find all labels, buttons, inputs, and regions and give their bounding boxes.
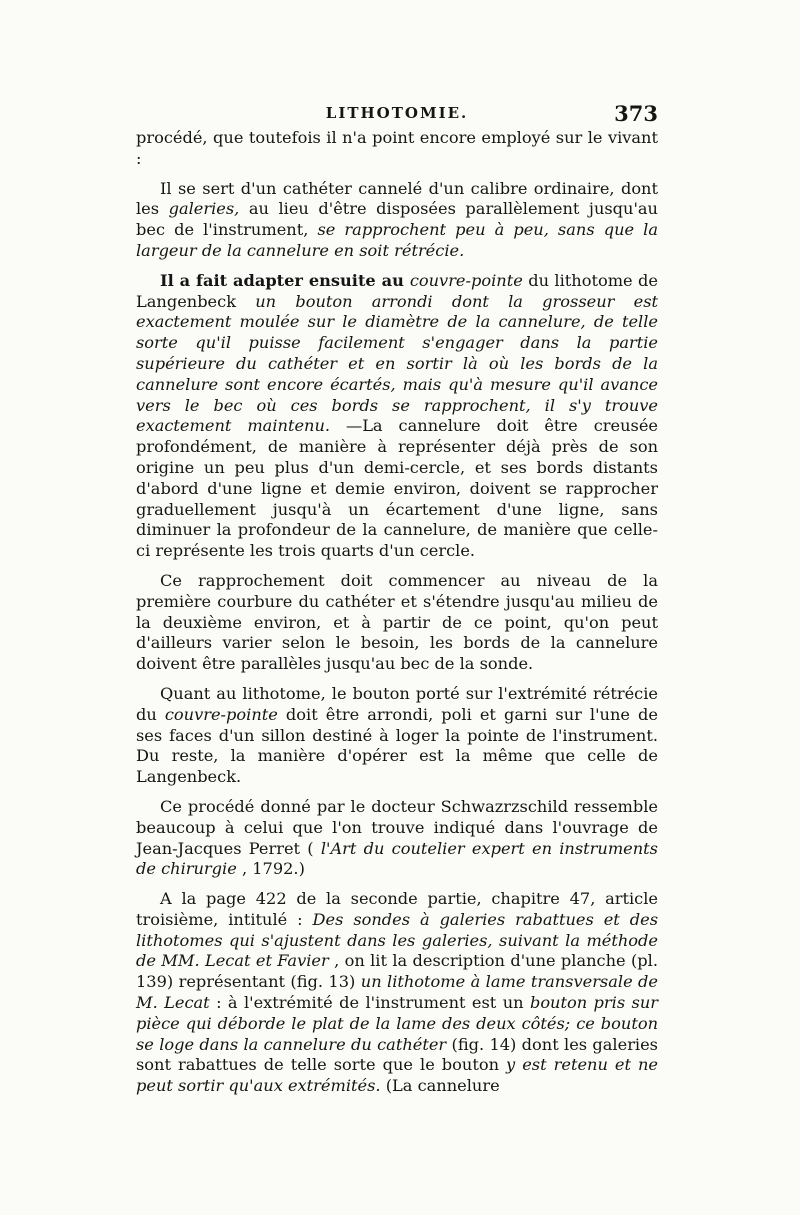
- paragraph-7-segment-5: : à l'extrémité de l'instrument est un: [216, 993, 530, 1013]
- paragraph-2-segment-4: se rapprochent peu à peu, sans que la largeur de la cannelure en soit rétrécie.: [136, 220, 659, 260]
- paragraph-2: [136, 179, 658, 262]
- paragraph-3: [136, 271, 658, 562]
- paragraph-6-segment-1: Ce procédé donné par le docteur Schwazrzschild ressemble beaucoup à celui que l'on trouve indiqué dans l'ouvrage de Jean-Jacques Perret (: [136, 796, 658, 858]
- paragraph-7-segment-7: (fig. 14) dont les galeries sont rabattues de telle sorte que le bouton: [136, 1034, 658, 1075]
- paragraph-6-segment-2: l'Art du coutelier expert en instruments de chirurgie: [136, 838, 658, 879]
- page-header: [136, 101, 658, 130]
- paragraph-7-segment-8: y est retenu et ne peut sortir qu'aux extrémités.: [136, 1055, 659, 1096]
- running-title: LITHOTOMIE.: [325, 104, 469, 122]
- paragraph-2-segment-1: Il se sert d'un cathéter cannelé d'un calibre ordinaire, dont les: [136, 178, 658, 219]
- paragraph-2-segment-3: au lieu d'être disposées parallèlement jusqu'au bec de l'instrument,: [136, 199, 658, 240]
- paragraph-7-segment-4: un lithotome à lame transversale de M. Lecat: [136, 972, 658, 1013]
- paragraph-3-segment-2: couvre-pointe: [409, 270, 523, 290]
- paragraph-7-segment-2: Des sondes à galeries rabattues et des lithotomes qui s'ajustent dans les galeries, suivant la méthode de MM. Lecat et Favier: [136, 909, 658, 971]
- paragraph-3-segment-5: —La cannelure doit être creusée profondément, de manière à représenter déjà près de son origine un peu plus d'un demi-cercle, et ses bords distants d'abord d'une ligne et demie environ, doivent se rapprocher graduellement jusqu'à un écartement d'une ligne, sans diminuer la profondeur de la cannelure, de manière que celle-ci représente les trois quarts d'un cercle.: [136, 416, 658, 561]
- page-number: 373: [614, 101, 658, 126]
- paragraph-4-segment-1: Ce rapprochement doit commencer au niveau de la première courbure du cathéter et s'étendre jusqu'au milieu de la deuxième environ, et à partir de ce point, qu'on peut d'ailleurs varier selon le besoin, les bords de la cannelure doivent être parallèles jusqu'au bec de la sonde.: [136, 570, 658, 674]
- paragraph-1: [136, 128, 658, 170]
- paragraph-7-segment-1: A la page 422 de la seconde partie, chapitre 47, article troisième, intitulé :: [136, 889, 658, 929]
- paragraph-3-segment-4: un bouton arrondi dont la grosseur est exactement moulée sur le diamètre de la cannelure, de telle sorte qu'il puisse facilement s'engager dans la partie supérieure du cathéter et en sortir là où les bords de la cannelure sont encore écartés, mais qu'à mesure qu'il avance vers le bec où ces bords se rapprochent, il s'y trouve exactement maintenu.: [136, 291, 659, 436]
- paragraph-1-segment-1: procédé, que toutefois il n'a point encore employé sur le vivant :: [136, 128, 658, 168]
- paragraph-5: [136, 684, 658, 788]
- paragraph-7-segment-3: , on lit la description d'une planche (pl. 139) représentant (fig. 13): [136, 951, 658, 992]
- paragraph-7: [136, 889, 658, 1097]
- paragraph-6-segment-3: , 1792.): [241, 859, 305, 879]
- paragraph-5-segment-3: doit être arrondi, poli et garni sur l'une de ses faces d'un sillon destiné à loger la pointe de l'instrument. Du reste, la manière d'opérer est la même que celle de Langenbeck.: [136, 704, 658, 787]
- paragraph-6: [136, 797, 658, 880]
- paragraph-7-segment-9: (La cannelure: [385, 1076, 500, 1096]
- paragraph-3-segment-3: du lithotome de Langenbeck: [136, 270, 658, 311]
- paragraph-3-segment-1: Il a fait adapter ensuite au: [160, 270, 410, 290]
- paragraph-4: [136, 571, 658, 675]
- body-text: [136, 128, 658, 1106]
- paragraph-7-segment-6: bouton pris sur pièce qui déborde le plat de la lame des deux côtés; ce bouton se loge dans la cannelure du cathéter: [136, 993, 659, 1054]
- paragraph-2-segment-2: galeries,: [168, 199, 240, 219]
- paragraph-5-segment-2: couvre-pointe: [164, 704, 278, 724]
- paragraph-5-segment-1: Quant au lithotome, le bouton porté sur l'extrémité rétrécie du: [136, 683, 658, 724]
